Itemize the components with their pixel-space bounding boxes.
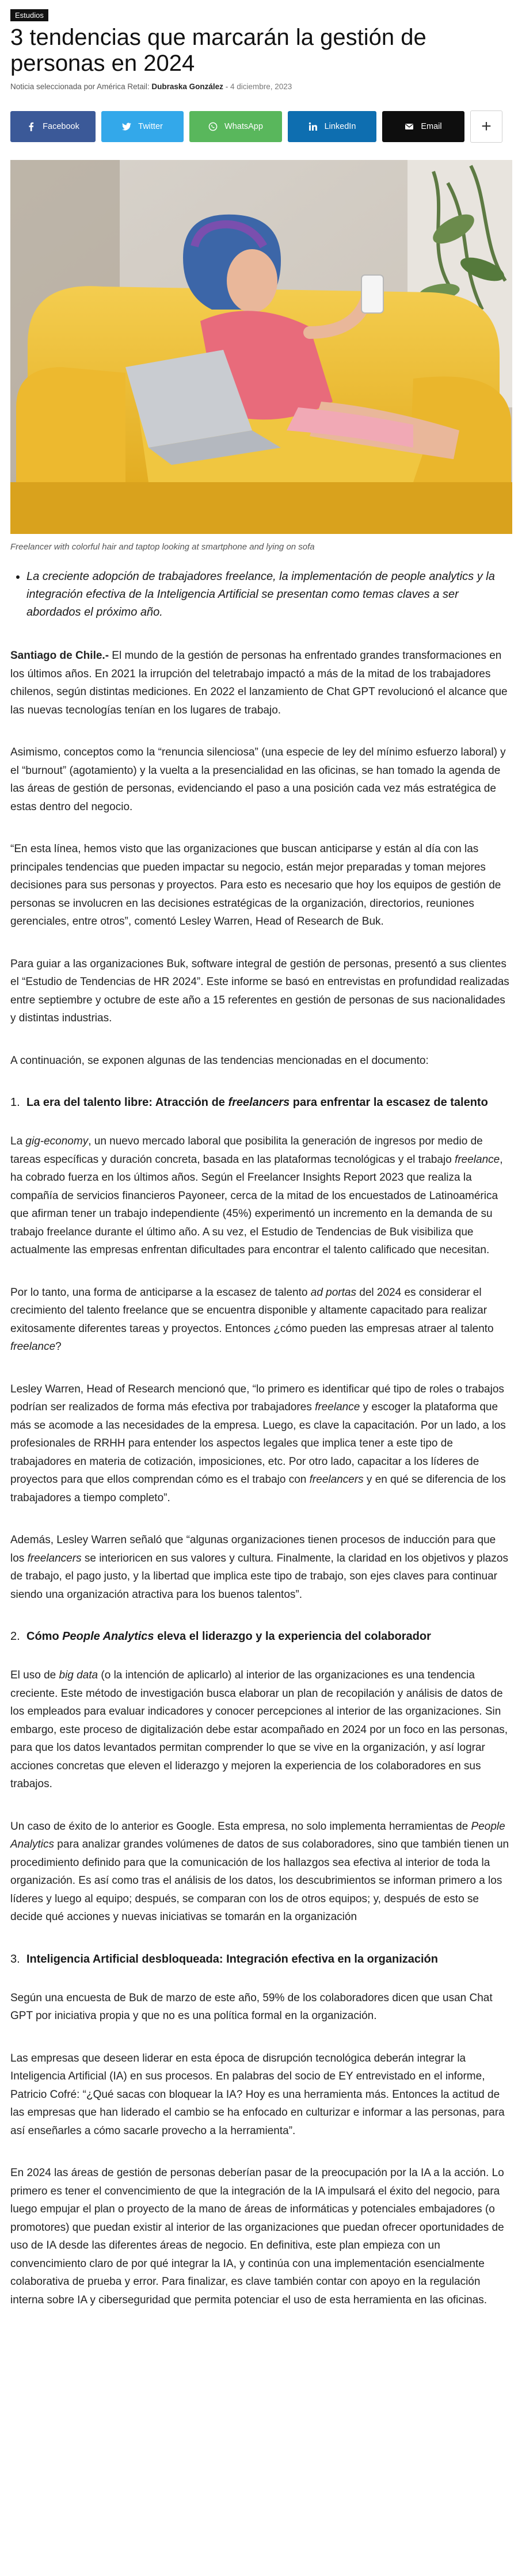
section-2-title-em: People Analytics — [62, 1630, 154, 1643]
category-badge[interactable]: Estudios — [10, 9, 48, 21]
section-number-3: 3. — [10, 1952, 20, 1966]
email-icon — [405, 122, 414, 131]
share-email-label: Email — [421, 122, 442, 131]
paragraph-9-em: freelancers — [27, 1552, 82, 1564]
publish-date: 4 diciembre, 2023 — [230, 82, 292, 91]
paragraph-14: En 2024 las áreas de gestión de personas deberían pasar de la preocupación por la IA a la acción. Lo primero es tener el convencimiento de que la integración de la IA impulsará el éxito del negocio, para luego empujar el plan o proyecto de la mano de áreas de informáticas y potenciales embajadores (o promotores) que puedan existir al interior de las organizaciones que puedan ofrecer oportunidades de uso de IA desde las diferentes áreas de negocio. En definitiva, este plan empieza con un convencimiento claro de por qué integrar la IA, y continúa con una implementación esencialmente colaborativa de prueba y error. Para finalizar, es clave también contar con apoyo en la regulación interna sobre IA y ciberseguridad que permita potenciar el uso de esta herramienta en las oficinas. — [10, 2167, 504, 2306]
paragraph-11-em: People Analytics — [10, 1820, 505, 1850]
section-2-title-b: eleva el liderazgo y la experiencia del colaborador — [154, 1630, 431, 1643]
paragraph-8-a: Lesley Warren, Head of Research mencionó que, “lo primero es identificar qué tipo de roles o trabajos podrían ser realizados de forma más efectiva por trabajadores — [10, 1383, 504, 1413]
paragraph-7-c: ? — [55, 1341, 62, 1353]
paragraph-6-c: , ha cobrado fuerza en los últimos años. Según el Freelancer Insights Report 2023 que realiza la compañía de servicios financieros Payoneer, cerca de la mitad de los encuestados de Latinoamérica que afirman tener un trabajo independiente (45%) experimentó un incremento en la demanda de su trabajo freelance durante el último año. A su vez, el Estudio de Tendencias de Buk visibiliza que actualmente las empresas enfrentan dificultades para encontrar el talento calificado que necesitan. — [10, 1153, 503, 1256]
share-facebook-label: Facebook — [43, 122, 79, 131]
linkedin-icon — [308, 122, 318, 131]
paragraph-9-a: Además, Lesley Warren señaló que “algunas organizaciones tienen procesos de inducción para que los — [10, 1534, 496, 1564]
paragraph-11-b: para analizar grandes volúmenes de datos de sus colaboradores, sino que también tienen un procedimiento definido para que la comunicación de los hallazgos sea efectiva al interior de toda la organización. Es así como tras el análisis de los datos, los descubrimientos se informan primero a los líderes y luego al equipo; después, se comparan con los de otros equipos; y, después de esto se decide qué acciones y nuevas iniciativas se tomarán en la organización — [10, 1838, 509, 1923]
paragraph-8-b: y escoger la plataforma que más se acomode a las necesidades de la empresa. Luego, es clave la capacitación. Por un lado, a los profesionales de RRHH para entender los aspectos legales que implica tener a este tipo de trabajadores en materia de cotización, imposiciones, etc. Por otro lado, capacitar a los líderes de proyectos para que ellos comprendan cómo es el trabajo con — [10, 1401, 506, 1486]
article — [10, 0, 512, 2309]
section-heading-2 — [10, 1628, 512, 1646]
paragraph-8-em: freelance — [315, 1401, 360, 1413]
paragraph-10 — [10, 1666, 512, 1793]
share-facebook-button[interactable] — [10, 111, 96, 142]
meta-prefix: Noticia seleccionada por América Retail: — [10, 82, 150, 91]
paragraph-6-em2: freelance — [455, 1153, 500, 1166]
paragraph-5: A continuación, se exponen algunas de las tendencias mencionadas en el documento: — [10, 1054, 429, 1067]
dateline: Santiago de Chile.- — [10, 650, 109, 662]
article-lead — [10, 568, 512, 621]
share-linkedin-button[interactable] — [288, 111, 376, 142]
share-twitter-button[interactable] — [101, 111, 184, 142]
paragraph-8-em2: freelancers — [309, 1474, 364, 1486]
hero-caption: Freelancer with colorful hair and taptop looking at smartphone and lying on sofa — [10, 542, 315, 552]
meta-separator: - — [225, 82, 228, 91]
paragraph-13: Las empresas que deseen liderar en esta época de disrupción tecnológica deberán integrar la Inteligencia Artificial (IA) en sus procesos. En palabras del socio de EY entrevistado en el informe, Patricio Cofré: “¿Qué sacas con bloquear la IA? Hoy es una herramienta más. Entonces la actitud de las empresas que han liderado el cambio se ha enfocado en culturizar e informar a las personas, para así enseñarles a cómo sacarle provecho a la herramienta”. — [10, 2052, 505, 2137]
paragraph-6-a: La — [10, 1135, 26, 1147]
share-bar — [10, 110, 512, 143]
paragraph-1 — [10, 647, 512, 719]
whatsapp-icon — [208, 122, 218, 131]
paragraph-7 — [10, 1284, 512, 1356]
hero-image — [10, 160, 512, 534]
article-meta — [10, 82, 512, 91]
paragraph-1-text: El mundo de la gestión de personas ha enfrentado grandes transformaciones en los últimos años. En 2021 la irrupción del teletrabajo impactó a más de la mitad de los trabajadores chilenos, según distintas mediciones. En 2022 el lanzamiento de Chat GPT revolucionó el alcance que las nuevas tecnologías tenían en los lugares de trabajo. — [10, 650, 508, 716]
share-twitter-label: Twitter — [138, 122, 163, 131]
paragraph-6-em: gig-economy — [25, 1135, 89, 1147]
paragraph-6-b: , un nuevo mercado laboral que posibilita la generación de ingresos por medio de tareas específicas y duración concreta, basada en las plataformas tecnológicas y el trabajo — [10, 1135, 483, 1166]
paragraph-7-em: ad portas — [310, 1286, 356, 1299]
twitter-icon — [122, 122, 131, 131]
facebook-icon — [26, 122, 36, 131]
paragraph-10-em: big data — [59, 1669, 98, 1681]
section-heading-1 — [10, 1094, 512, 1112]
section-2-title-a: Cómo — [26, 1630, 63, 1643]
author-link[interactable]: Dubraska González — [151, 82, 223, 91]
lead-item: • La creciente adopción de trabajadores freelance, la implementación de people analytics y la integración efectiva de la Inteligencia Artificial se presentan como temas claves a ser abordados el próximo año. — [26, 568, 512, 621]
section-1-title-a: La era del talento libre: Atracción de — [26, 1096, 228, 1109]
paragraph-2: Asimismo, conceptos como la “renuncia silenciosa” (una especie de ley del mínimo esfuerzo laboral) y el “burnout” (agotamiento) y la vuelta a la presencialidad en las oficinas, se han tomado la agenda de las áreas de gestión de personas, evidenciando el paso a una posición cada vez más estratégica de estas dentro del negocio. — [10, 746, 506, 813]
hero-illustration — [10, 160, 512, 534]
paragraph-4: Para guiar a las organizaciones Buk, software integral de gestión de personas, presentó a sus clientes el “Estudio de Tendencias de HR 2024”. Este informe se basó en entrevistas en profundidad realizadas entre septiembre y octubre de este año a 15 referentes en gestión de personas de sus nacionalidades y distintas industrias. — [10, 957, 509, 1024]
paragraph-10-a: El uso de — [10, 1669, 59, 1681]
paragraph-10-b: (o la intención de aplicarlo) al interior de las organizaciones es una tendencia creciente. Este método de investigación busca elaborar un plan de recopilación y análisis de datos de los empleados para evaluar indicadores y conocer percepciones al interior de las organizaciones. Sin embargo, este proceso de digitalización debe estar acompañado en 2024 por un foco en las personas, para que los datos levantados permitan comprender lo que se vive en la organización, y así lograr acciones concretas que eleven el liderazgo y mejoren la experiencia de los colaboradores en sus trabajos. — [10, 1669, 508, 1790]
paragraph-8 — [10, 1380, 512, 1508]
paragraph-11 — [10, 1818, 512, 1926]
share-whatsapp-button[interactable] — [189, 111, 282, 142]
paragraph-8-c: y en qué se diferencia de los trabajadores a tiempo completo”. — [10, 1474, 506, 1504]
section-3-title: Inteligencia Artificial desbloqueada: Integración efectiva en la organización — [26, 1952, 438, 1966]
paragraph-7-b: del 2024 es considerar el crecimiento del talento freelance que se encuentra disponible y altamente capacitado para realizar exitosamente diferentes tareas y proyectos. Entonces ¿cómo pueden las empresas atraer al talento — [10, 1286, 494, 1335]
paragraph-9-b: se interioricen en sus valores y cultura. Finalmente, la claridad en los objetivos y plazos de trabajo, el pago justo, y la libertad que implica este tipo de trabajo, son ejes claves para continuar siendo una organización atractiva para los buenos talentos”. — [10, 1552, 508, 1601]
share-whatsapp-label: WhatsApp — [224, 122, 263, 131]
paragraph-7-a: Por lo tanto, una forma de anticiparse a la escasez de talento — [10, 1286, 311, 1299]
section-number-2: 2. — [10, 1630, 20, 1643]
article-title: 3 tendencias que marcarán la gestión de personas en 2024 — [10, 25, 426, 76]
share-linkedin-label: LinkedIn — [324, 122, 356, 131]
paragraph-12: Según una encuesta de Buk de marzo de este año, 59% de los colaboradores dicen que usan Chat GPT por iniciativa propia y que no es una política formal en la organización. — [10, 1991, 493, 2022]
share-email-button[interactable] — [382, 111, 464, 142]
section-number-1: 1. — [10, 1096, 20, 1109]
section-heading-3 — [10, 1951, 512, 1968]
section-1-title-em: freelancers — [228, 1096, 290, 1109]
paragraph-11-a: Un caso de éxito de lo anterior es Google. Esta empresa, no solo implementa herramientas de — [10, 1820, 471, 1833]
share-more-button[interactable]: + — [470, 110, 502, 143]
paragraph-3: “En esta línea, hemos visto que las organizaciones que buscan anticiparse y están al día con las principales tendencias que pueden impactar su negocio, están mejor preparadas y toman mejores decisiones para sus personas y proyectos. Para esto es necesario que hoy los equipos de gestión de personas se involucren en las decisiones estratégicas de la organización, directorios, reuniones gerenciales, entre otros”, comentó Lesley Warren, Head of Research de Buk. — [10, 843, 501, 928]
section-1-title-b: para enfrentar la escasez de talento — [290, 1096, 488, 1109]
paragraph-7-em2: freelance — [10, 1341, 56, 1353]
paragraph-6 — [10, 1132, 512, 1260]
paragraph-9 — [10, 1531, 512, 1604]
